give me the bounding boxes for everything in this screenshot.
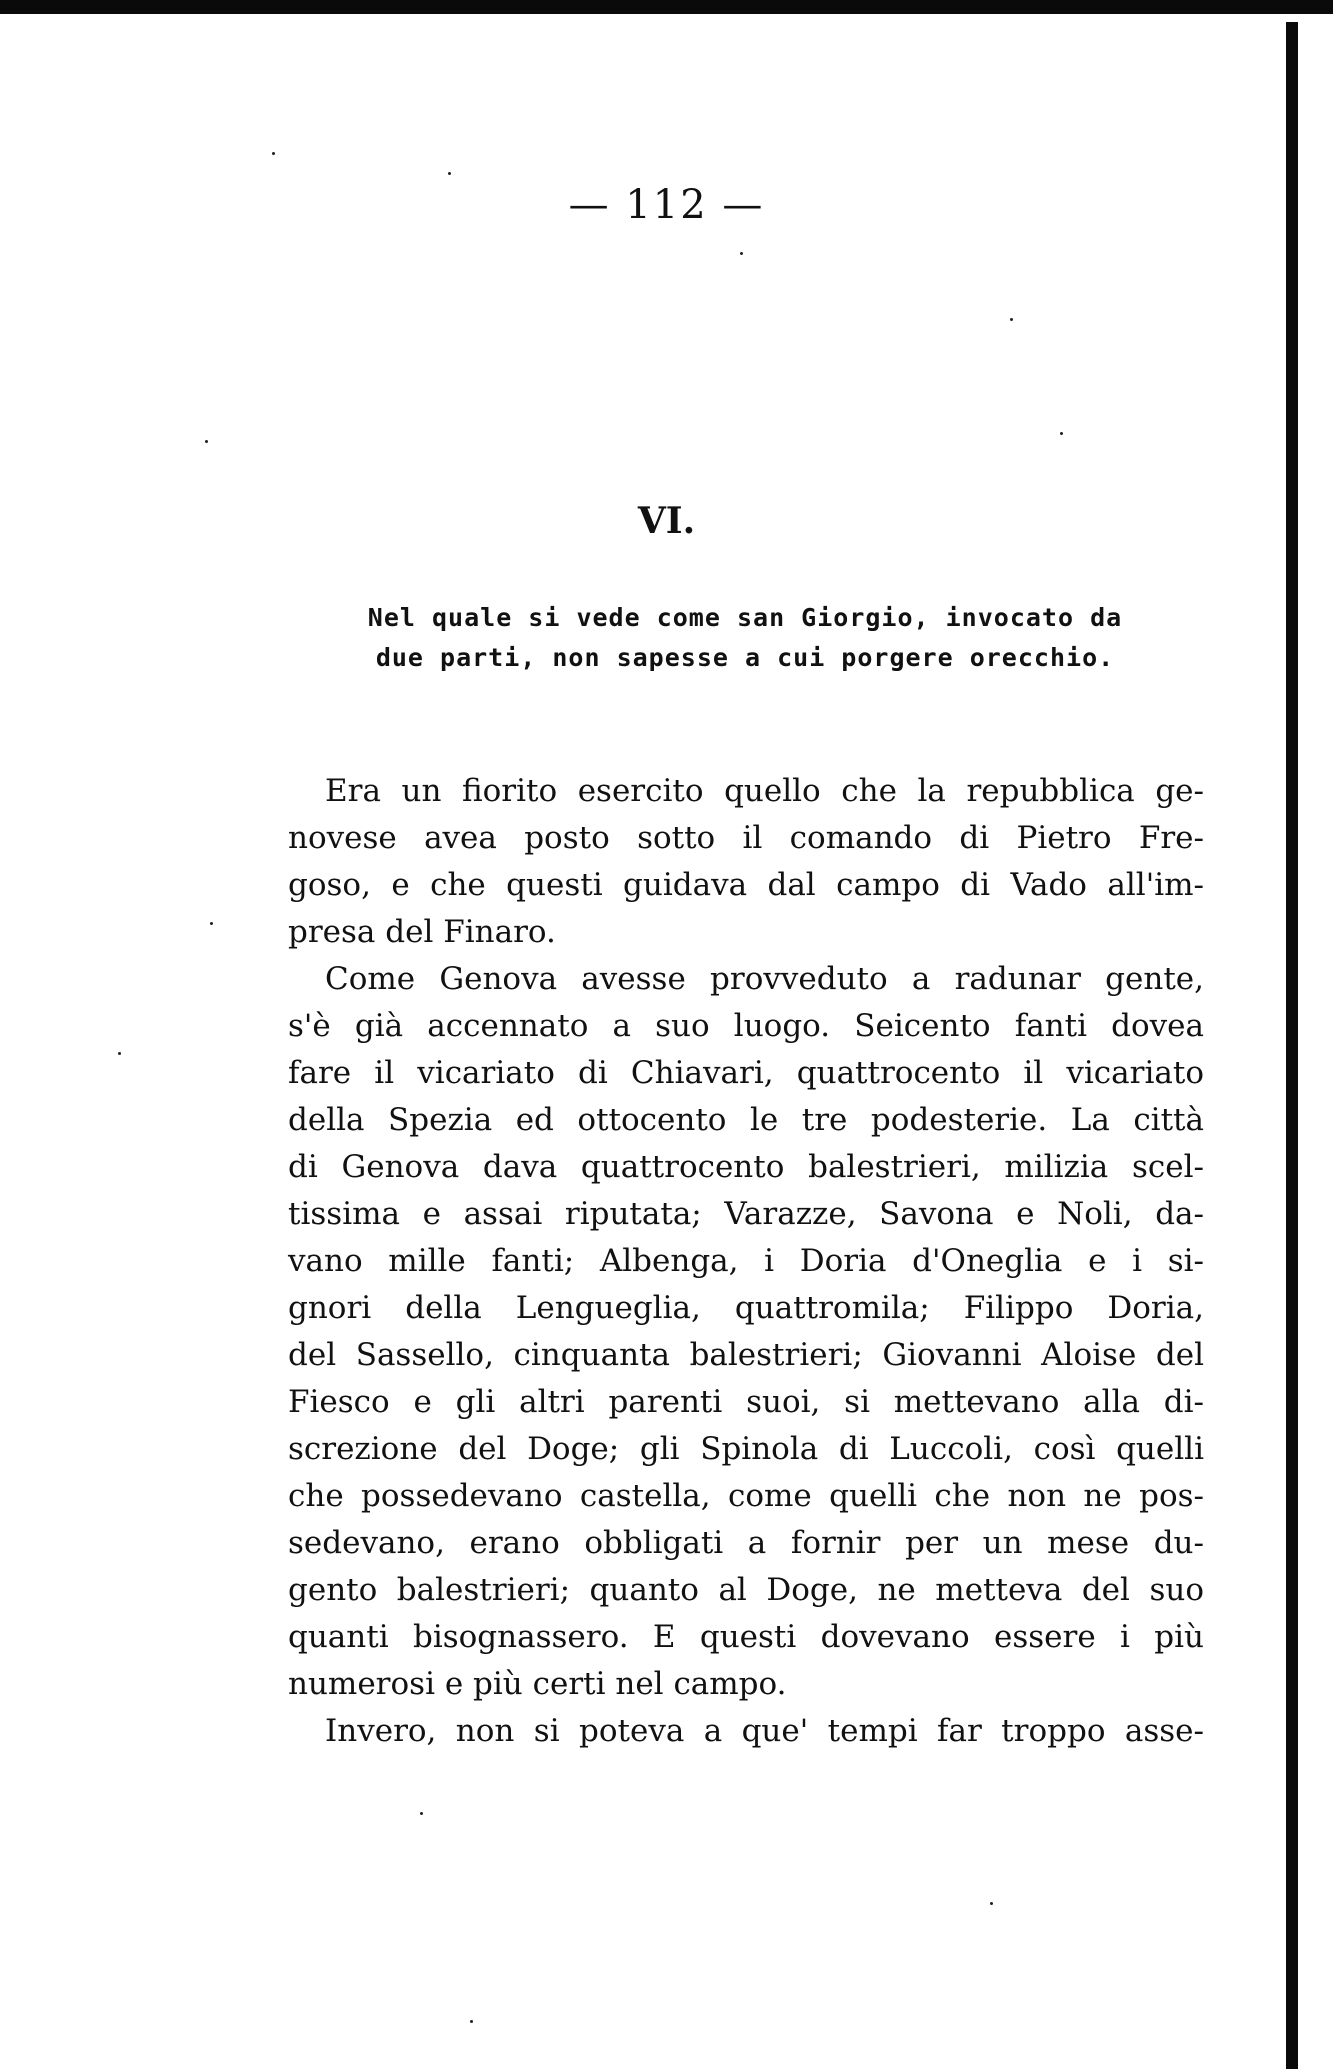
text-line: di Genova dava quattrocento balestrieri, milizia scel-	[288, 1149, 1204, 1185]
right-border-rule	[1286, 22, 1298, 2069]
top-border-rule	[0, 0, 1333, 14]
speck	[210, 922, 213, 925]
speck	[1060, 432, 1063, 435]
text-line: presa del Finaro.	[288, 914, 556, 950]
text-line: Come Genova avesse provveduto a radunar gente,	[325, 961, 1204, 997]
text-line: goso, e che questi guidava dal campo di Vado all'im-	[288, 867, 1204, 903]
body-text	[288, 768, 1204, 1755]
text-line: tissima e assai riputata; Varazze, Savona e Noli, da-	[288, 1196, 1204, 1232]
speck	[740, 252, 743, 255]
text-line: del Sassello, cinquanta balestrieri; Giovanni Aloise del	[288, 1337, 1204, 1373]
subtitle-line: Nel quale si vede come san Giorgio, invocato da	[367, 603, 1123, 632]
text-line: quanti bisognassero. E questi dovevano essere i più	[288, 1619, 1204, 1655]
text-line: vano mille fanti; Albenga, i Doria d'Oneglia e i si-	[288, 1243, 1204, 1279]
text-line: che possedevano castella, come quelli che non ne pos-	[288, 1478, 1204, 1514]
text-line: numerosi e più certi nel campo.	[288, 1666, 787, 1702]
text-line: gnori della Lengueglia, quattromila; Filippo Doria,	[288, 1290, 1204, 1326]
speck	[205, 440, 208, 443]
subtitle-line: due parti, non sapesse a cui porgere orecchio.	[375, 643, 1115, 672]
text-line: fare il vicariato di Chiavari, quattrocento il vicariato	[288, 1055, 1204, 1091]
speck	[470, 2020, 473, 2023]
text-line: sedevano, erano obbligati a fornir per un mese du-	[288, 1525, 1204, 1561]
speck	[118, 1052, 121, 1055]
text-line: Fiesco e gli altri parenti suoi, si mettevano alla di-	[288, 1384, 1204, 1420]
speck	[990, 1902, 993, 1905]
page-number: — 112 —	[568, 182, 765, 228]
speck	[420, 1812, 423, 1815]
text-line: Era un fiorito esercito quello che la repubblica ge-	[325, 773, 1204, 809]
text-line: s'è già accennato a suo luogo. Seicento fanti dovea	[288, 1008, 1204, 1044]
chapter-subtitle	[340, 598, 1150, 678]
text-line: screzione del Doge; gli Spinola di Luccoli, così quelli	[288, 1431, 1204, 1467]
chapter-number: VI.	[637, 500, 696, 542]
text-line: novese avea posto sotto il comando di Pietro Fre-	[288, 820, 1204, 856]
speck	[1010, 318, 1013, 321]
text-line: gento balestrieri; quanto al Doge, ne metteva del suo	[288, 1572, 1204, 1608]
text-line: della Spezia ed ottocento le tre podesterie. La città	[288, 1102, 1204, 1138]
speck	[272, 152, 275, 155]
speck	[448, 172, 451, 175]
text-line: Invero, non si poteva a que' tempi far troppo asse-	[325, 1713, 1204, 1749]
